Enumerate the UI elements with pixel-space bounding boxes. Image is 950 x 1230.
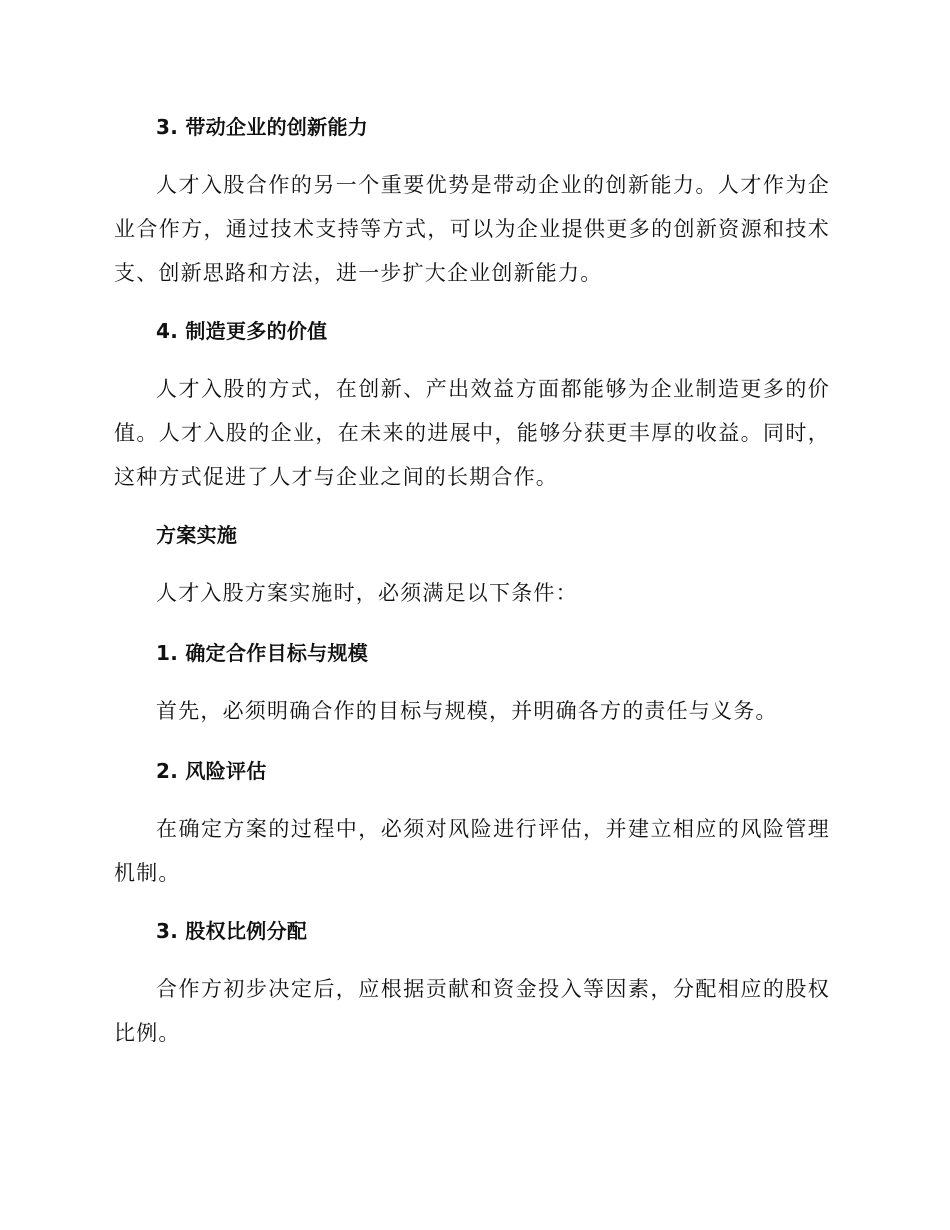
section-body-implementation: 人才入股方案实施时，必须满足以下条件： [156, 581, 578, 605]
section-body-equity: 合作方初步决定后，应根据贡献和资金投入等因素，分配相应的股权比例。 [114, 977, 830, 1045]
section-heading-implementation: 方案实施 [156, 523, 238, 547]
section-heading-goals: 1. 确定合作目标与规模 [156, 641, 369, 665]
section-heading-risk: 2. 风险评估 [156, 759, 267, 783]
section-body-innovation: 人才入股合作的另一个重要优势是带动企业的创新能力。人才作为企业合作方，通过技术支持等方式，可以为企业提供更多的创新资源和技术支、创新思路和方法，进一步扩大企业创新能力。 [114, 173, 830, 285]
section-body-value: 人才入股的方式，在创新、产出效益方面都能够为企业制造更多的价值。人才入股的企业，在未来的进展中，能够分获更丰厚的收益。同时，这种方式促进了人才与企业之间的长期合作。 [114, 377, 830, 489]
section-body-goals: 首先，必须明确合作的目标与规模，并明确各方的责任与义务。 [156, 699, 778, 723]
section-body-risk: 在确定方案的过程中，必须对风险进行评估，并建立相应的风险管理机制。 [114, 817, 830, 885]
section-heading-innovation: 3. 带动企业的创新能力 [156, 115, 369, 139]
section-heading-equity: 3. 股权比例分配 [156, 919, 308, 943]
section-heading-value: 4. 制造更多的价值 [156, 319, 328, 343]
